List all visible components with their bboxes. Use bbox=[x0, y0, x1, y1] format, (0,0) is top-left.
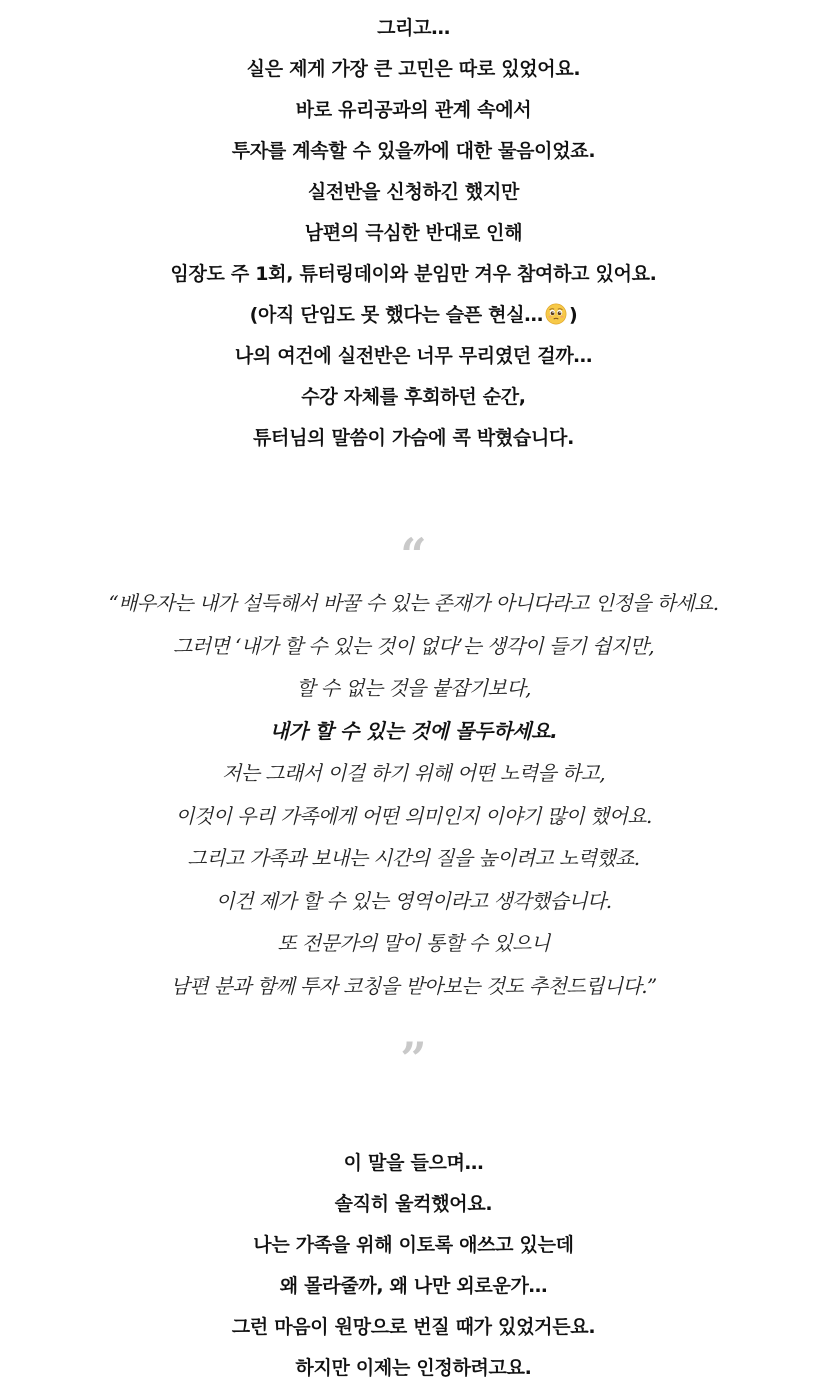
closing-paragraph bbox=[0, 1143, 827, 1389]
text-line: 그리고… bbox=[377, 17, 450, 39]
text-line: 실전반을 신청하긴 했지만 bbox=[307, 181, 520, 203]
text-line: 이 말을 들으며… bbox=[343, 1152, 484, 1174]
pleading-face-icon bbox=[545, 303, 567, 325]
quote-line: 남편 분과 함께 투자 코칭을 받아보는 것도 추천드립니다.” bbox=[170, 973, 657, 998]
text-line: 솔직히 울컥했어요. bbox=[334, 1193, 493, 1215]
text-line: 왜 몰라줄까, 왜 나만 외로운가… bbox=[279, 1275, 548, 1297]
text-line-with-emoji bbox=[0, 295, 827, 336]
text-line: 튜터님의 말씀이 가슴에 콕 박혔습니다. bbox=[252, 427, 575, 449]
text-line: 그런 마음이 원망으로 번질 때가 있었거든요. bbox=[231, 1316, 596, 1338]
quote-line: 또 전문가의 말이 통할 수 있으니 bbox=[277, 931, 550, 955]
blockquote bbox=[0, 582, 827, 1007]
quote-line: 할 수 없는 것을 붙잡기보다, bbox=[296, 676, 531, 700]
text-line: 나는 가족을 위해 이토록 애쓰고 있는데 bbox=[253, 1234, 574, 1256]
intro-paragraph bbox=[0, 8, 827, 459]
text-line: 투자를 계속할 수 있을까에 대한 물음이었죠. bbox=[231, 140, 596, 162]
quote-line: 저는 그래서 이걸 하기 위해 어떤 노력을 하고, bbox=[221, 761, 606, 785]
quote-line: 그러면 ‘내가 할 수 있는 것이 없다’는 생각이 들기 쉽지만, bbox=[173, 633, 654, 658]
text-line-part: ) bbox=[568, 304, 578, 326]
quote-line: 이것이 우리 가족에게 어떤 의미인지 이야기 많이 했어요. bbox=[175, 803, 652, 828]
text-line: 바로 유리공과의 관계 속에서 bbox=[295, 99, 532, 121]
text-line: 실은 제게 가장 큰 고민은 따로 있었어요. bbox=[246, 58, 581, 80]
quote-line: “배우자는 내가 설득해서 바꿀 수 있는 존재가 아니다라고 인정을 하세요. bbox=[108, 591, 719, 615]
text-line: 임장도 주 1회, 튜터링데이와 분임만 겨우 참여하고 있어요. bbox=[170, 263, 657, 285]
text-line: 나의 여건에 실전반은 너무 무리였던 걸까… bbox=[234, 345, 593, 367]
quote-line: 그리고 가족과 보내는 시간의 질을 높이려고 노력했죠. bbox=[187, 846, 640, 870]
close-quote-mark: ” bbox=[400, 1032, 427, 1086]
open-quote-mark: “ bbox=[400, 528, 427, 582]
quote-line: 이건 제가 할 수 있는 영역이라고 생각했습니다. bbox=[215, 888, 612, 913]
text-line: 남편의 극심한 반대로 인해 bbox=[304, 222, 523, 244]
text-line-part: (아직 단임도 못 했다는 슬픈 현실… bbox=[249, 304, 543, 326]
text-line: 하지만 이제는 인정하려고요. bbox=[295, 1357, 532, 1379]
quote-line-emphasis: 내가 할 수 있는 것에 몰두하세요. bbox=[269, 718, 558, 743]
text-line: 수강 자체를 후회하던 순간, bbox=[301, 386, 526, 408]
